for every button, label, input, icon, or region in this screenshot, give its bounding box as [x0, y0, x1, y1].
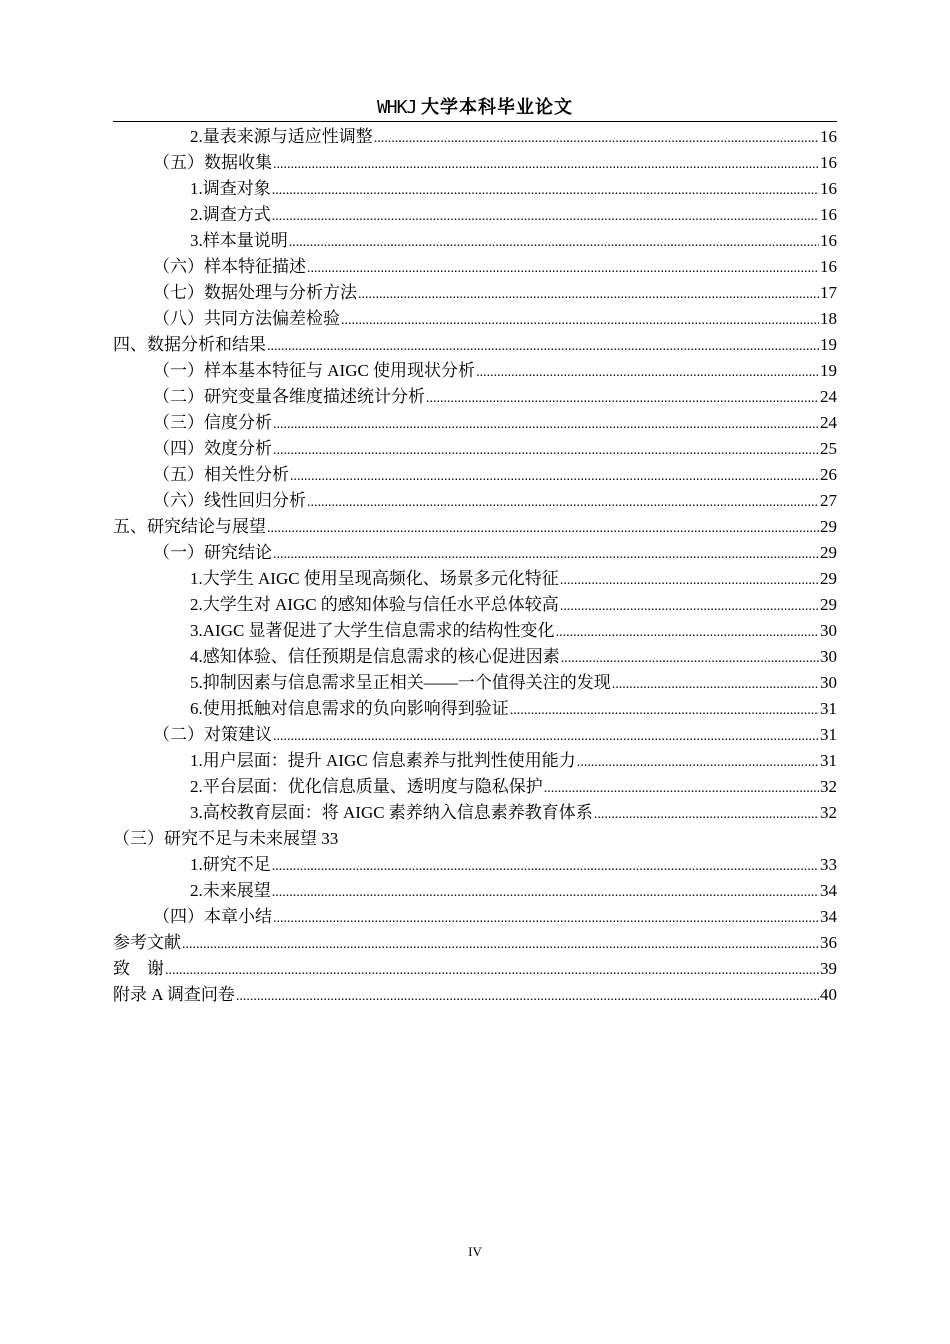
toc-entry[interactable] [113, 696, 837, 722]
toc-entry[interactable] [113, 722, 837, 748]
toc-leader-dots [358, 280, 819, 308]
header-abbrev: WHKJ [376, 97, 417, 118]
toc-leader-dots [560, 592, 819, 620]
toc-entry-title: （六）线性回归分析 [153, 491, 306, 510]
toc-leader-dots [560, 566, 819, 594]
toc-entry-title: （四）本章小结 [153, 907, 272, 926]
toc-entry[interactable] [113, 852, 837, 878]
toc-leader-dots [594, 800, 819, 828]
toc-entry-page: 30 [820, 647, 837, 666]
toc-entry-title: （三）信度分析 [153, 413, 272, 432]
toc-entry[interactable] [113, 124, 837, 150]
toc-entry[interactable] [113, 956, 837, 982]
toc-entry[interactable] [113, 280, 837, 306]
toc-leader-dots [307, 254, 819, 282]
toc-entry-title: 5.抑制因素与信息需求呈正相关——一个值得关注的发现 [190, 673, 611, 692]
toc-leader-dots [267, 514, 819, 542]
toc-entry-page: 24 [820, 387, 837, 406]
toc-entry[interactable] [113, 410, 837, 436]
toc-entry-title: （六）样本特征描述 [153, 257, 306, 276]
toc-entry-title: 1.用户层面：提升 AIGC 信息素养与批判性使用能力 [190, 751, 576, 770]
toc-entry[interactable] [113, 488, 837, 514]
toc-leader-dots [556, 618, 819, 646]
toc-entry-page: 31 [820, 751, 837, 770]
toc-entry-page: 18 [820, 309, 837, 328]
toc-entry-page: 16 [820, 179, 837, 198]
toc-leader-dots [236, 982, 819, 1010]
toc-entry-page: 29 [820, 569, 837, 588]
toc-entry-title: 3.高校教育层面：将 AIGC 素养纳入信息素养教育体系 [190, 803, 593, 822]
toc-leader-dots [289, 228, 819, 256]
toc-leader-dots [272, 202, 819, 230]
toc-entry-page: 16 [820, 127, 837, 146]
toc-entry-title: （三）研究不足与未来展望 33 [113, 829, 339, 848]
toc-entry-title: 1.研究不足 [190, 855, 271, 874]
toc-leader-dots [544, 774, 819, 802]
toc-entry[interactable] [113, 228, 837, 254]
toc-leader-dots [273, 722, 819, 750]
toc-entry-page: 30 [820, 621, 837, 640]
toc-entry-title: 五、研究结论与展望 [113, 517, 266, 536]
toc-entry-page: 31 [820, 699, 837, 718]
toc-entry[interactable] [113, 618, 837, 644]
toc-entry[interactable] [113, 800, 837, 826]
toc-entry-title: （一）研究结论 [153, 543, 272, 562]
header-title: 大学本科毕业论文 [421, 97, 574, 118]
toc-leader-dots [510, 696, 819, 724]
toc-leader-dots [273, 436, 819, 464]
toc-entry-title: 致 谢 [113, 959, 164, 978]
toc-entry-page: 17 [820, 283, 837, 302]
toc-entry[interactable] [113, 462, 837, 488]
toc-leader-dots [577, 748, 819, 776]
toc-entry-title: （一）样本基本特征与 AIGC 使用现状分析 [153, 361, 476, 380]
toc-entry-title: 四、数据分析和结果 [113, 335, 266, 354]
toc-entry-page: 30 [820, 673, 837, 692]
toc-entry[interactable] [113, 566, 837, 592]
toc-entry-page: 29 [820, 595, 837, 614]
toc-entry-title: 1.大学生 AIGC 使用呈现高频化、场景多元化特征 [190, 569, 559, 588]
toc-entry-title: 2.平台层面：优化信息质量、透明度与隐私保护 [190, 777, 543, 796]
toc-entry-title: （四）效度分析 [153, 439, 272, 458]
toc-entry-title: （八）共同方法偏差检验 [153, 309, 340, 328]
toc-leader-dots [374, 124, 819, 152]
toc-entry-page: 24 [820, 413, 837, 432]
toc-entry-page: 16 [820, 257, 837, 276]
toc-entry-page: 33 [820, 855, 837, 874]
toc-entry-page: 27 [820, 491, 837, 510]
toc-leader-dots [273, 410, 819, 438]
toc-entry-title: 4.感知体验、信任预期是信息需求的核心促进因素 [190, 647, 560, 666]
toc-leader-dots [612, 670, 819, 698]
toc-leader-dots [561, 644, 819, 672]
toc-entry-title: 参考文献 [113, 933, 181, 952]
toc-entry-title: （五）相关性分析 [153, 465, 289, 484]
toc-entry-page: 16 [820, 153, 837, 172]
toc-leader-dots [426, 384, 819, 412]
toc-entry[interactable] [113, 748, 837, 774]
toc-entry-page: 25 [820, 439, 837, 458]
toc-entry-page: 29 [820, 543, 837, 562]
toc-leader-dots [290, 462, 819, 490]
toc-entry-title: 2.大学生对 AIGC 的感知体验与信任水平总体较高 [190, 595, 559, 614]
toc-entry-page: 19 [820, 335, 837, 354]
toc-entry-page: 19 [820, 361, 837, 380]
toc-entry-page: 31 [820, 725, 837, 744]
toc-entry-title: 3.样本量说明 [190, 231, 288, 250]
toc-leader-dots [476, 358, 819, 386]
page-number: IV [468, 1244, 482, 1259]
page-header [113, 94, 837, 122]
toc-leader-dots [272, 878, 819, 906]
toc-entry-page: 34 [820, 907, 837, 926]
toc-entry-title: （二）研究变量各维度描述统计分析 [153, 387, 425, 406]
toc-entry[interactable] [113, 930, 837, 956]
toc-leader-dots [272, 852, 819, 880]
toc-entry[interactable] [113, 306, 837, 332]
toc-entry[interactable] [113, 540, 837, 566]
toc-leader-dots [273, 540, 819, 568]
toc-entry-title: 6.使用抵触对信息需求的负向影响得到验证 [190, 699, 509, 718]
toc-entry-title: 2.未来展望 [190, 881, 271, 900]
toc-leader-dots [273, 904, 819, 932]
toc-entry[interactable] [113, 592, 837, 618]
toc-entry-title: 附录 A 调查问卷 [113, 985, 235, 1004]
toc-entry[interactable] [113, 774, 837, 800]
toc-entry-title: 1.调查对象 [190, 179, 271, 198]
toc-entry-page: 32 [820, 803, 837, 822]
toc-entry[interactable] [113, 358, 837, 384]
toc-entry-title: （二）对策建议 [153, 725, 272, 744]
toc-entry[interactable] [113, 514, 837, 540]
toc-entry[interactable] [113, 826, 837, 852]
toc-leader-dots [165, 956, 819, 984]
toc-entry[interactable] [113, 436, 837, 462]
toc-entry-page: 40 [820, 985, 837, 1004]
toc-leader-dots [267, 332, 819, 360]
toc-entry[interactable] [113, 332, 837, 358]
toc-entry-page: 36 [820, 933, 837, 952]
toc-entry[interactable] [113, 644, 837, 670]
toc-entry[interactable] [113, 982, 837, 1008]
toc-leader-dots [341, 306, 819, 334]
table-of-contents [113, 124, 837, 1008]
toc-entry[interactable] [113, 254, 837, 280]
toc-entry-title: （七）数据处理与分析方法 [153, 283, 357, 302]
toc-entry[interactable] [113, 150, 837, 176]
toc-entry-page: 16 [820, 205, 837, 224]
toc-entry-page: 29 [820, 517, 837, 536]
toc-entry-title: 3.AIGC 显著促进了大学生信息需求的结构性变化 [190, 621, 555, 640]
toc-entry[interactable] [113, 384, 837, 410]
toc-entry[interactable] [113, 878, 837, 904]
toc-entry-page: 32 [820, 777, 837, 796]
toc-entry-page: 16 [820, 231, 837, 250]
toc-entry[interactable] [113, 176, 837, 202]
toc-leader-dots [273, 150, 819, 178]
toc-entry-page: 26 [820, 465, 837, 484]
toc-entry[interactable] [113, 904, 837, 930]
toc-leader-dots [307, 488, 819, 516]
toc-entry-title: 2.调查方式 [190, 205, 271, 224]
toc-entry[interactable] [113, 670, 837, 696]
toc-entry-title: 2.量表来源与适应性调整 [190, 127, 373, 146]
toc-entry-title: （五）数据收集 [153, 153, 272, 172]
toc-entry[interactable] [113, 202, 837, 228]
toc-entry-page: 34 [820, 881, 837, 900]
toc-leader-dots [182, 930, 819, 958]
toc-leader-dots [272, 176, 819, 204]
toc-entry-page: 39 [820, 959, 837, 978]
